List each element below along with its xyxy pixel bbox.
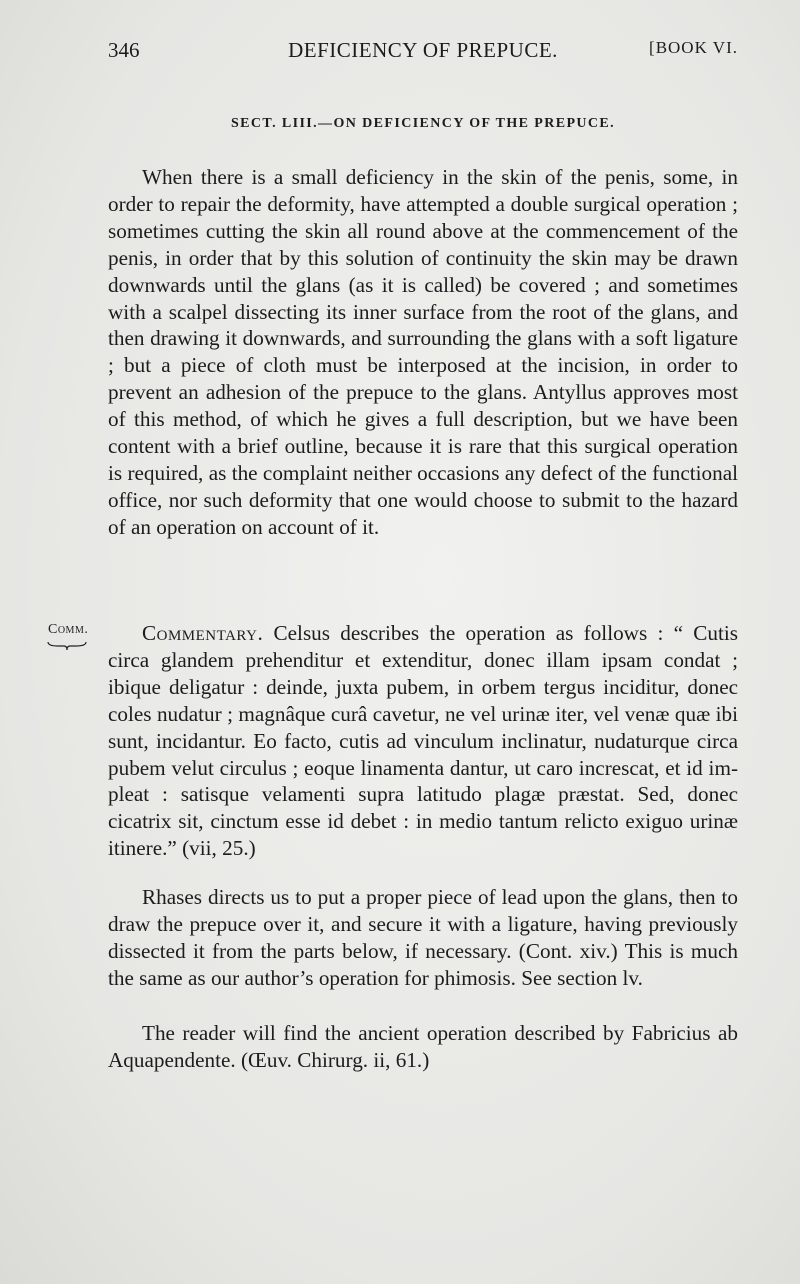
commentary-paragraph: [108, 620, 738, 862]
body-paragraph: [108, 1020, 738, 1074]
commentary-text: Celsus describes the operation as follows : “ Cutis circa glandem prehenditur et extenditur, donec illam ipsam condat ; ibique deligatur : deinde, juxta pubem, in orbem tergus inciditur, donec coles nudatur ; magnâque curâ cavetur, ne vel urinæ iter, vel venæ quæ ibi sunt, incidantur. Eo facto, cutis ad vinculum inclinatur, nudaturque circa pubem velut circulus ; eoque linamenta dantur, ut caro increscat, et id impleat : satisque velamenti supra latitudo plagæ præstat. Sed, donec cicatrix sit, cinctum esse id debet : in medio tantum relicto exiguo urinæ itinere.” (vii, 25.): [108, 621, 739, 861]
section-title: SECT. LIII.—ON DEFICIENCY OF THE PREPUCE.: [230, 116, 616, 131]
paragraph-4-text: The reader will find the ancient operation described by Fabricius ab Aquapendente. (Œuv. Chirurg. ii, 61.): [108, 1021, 738, 1072]
book-label: [BOOK VI.: [649, 38, 738, 57]
commentary-line: [108, 620, 738, 862]
paragraph-3-text: Rhases directs us to put a proper piece of lead upon the glans, then to draw the prepuce over it, and secure it with a ligature, having previously dissected it from the parts below, if necessary. (Cont. xiv.) This is much the same as our author’s operation for phimosis. See section lv.: [108, 885, 738, 990]
paragraph-1-text: When there is a small deficiency in the skin of the penis, some, in order to repair the deformity, have attempted a double surgical operation ; sometimes cutting the skin all round above at the commencement of the penis, in order that by this solution of continuity the skin may be drawn downwards until the glans (as it is called) be covered ; and sometimes with a scalpel dissecting its inner surface from the root of the glans, and then drawing it downwards, and surrounding the glans with a soft ligature ; but a piece of cloth must be interposed at the incision, in order to prevent an adhesion of the prepuce to the glans. Antyllus approves most of this method, of which he gives a full description, but we have been content with a brief outline, because it is rare that this surgical operation is required, as the complaint neither occasions any defect of the functional office, nor such deformity that one would choose to submit to the hazard of an operation on account of it.: [108, 165, 738, 539]
running-title: DEFICIENCY OF PREPUCE.: [288, 38, 558, 62]
margin-note: Comm.: [48, 622, 89, 637]
body-paragraph: [108, 164, 738, 541]
commentary-label: Commentary.: [142, 621, 264, 645]
page-number: 346: [108, 38, 140, 62]
running-header: [108, 38, 738, 68]
body-paragraph: [108, 884, 738, 992]
brace-ornament-icon: [46, 640, 88, 652]
